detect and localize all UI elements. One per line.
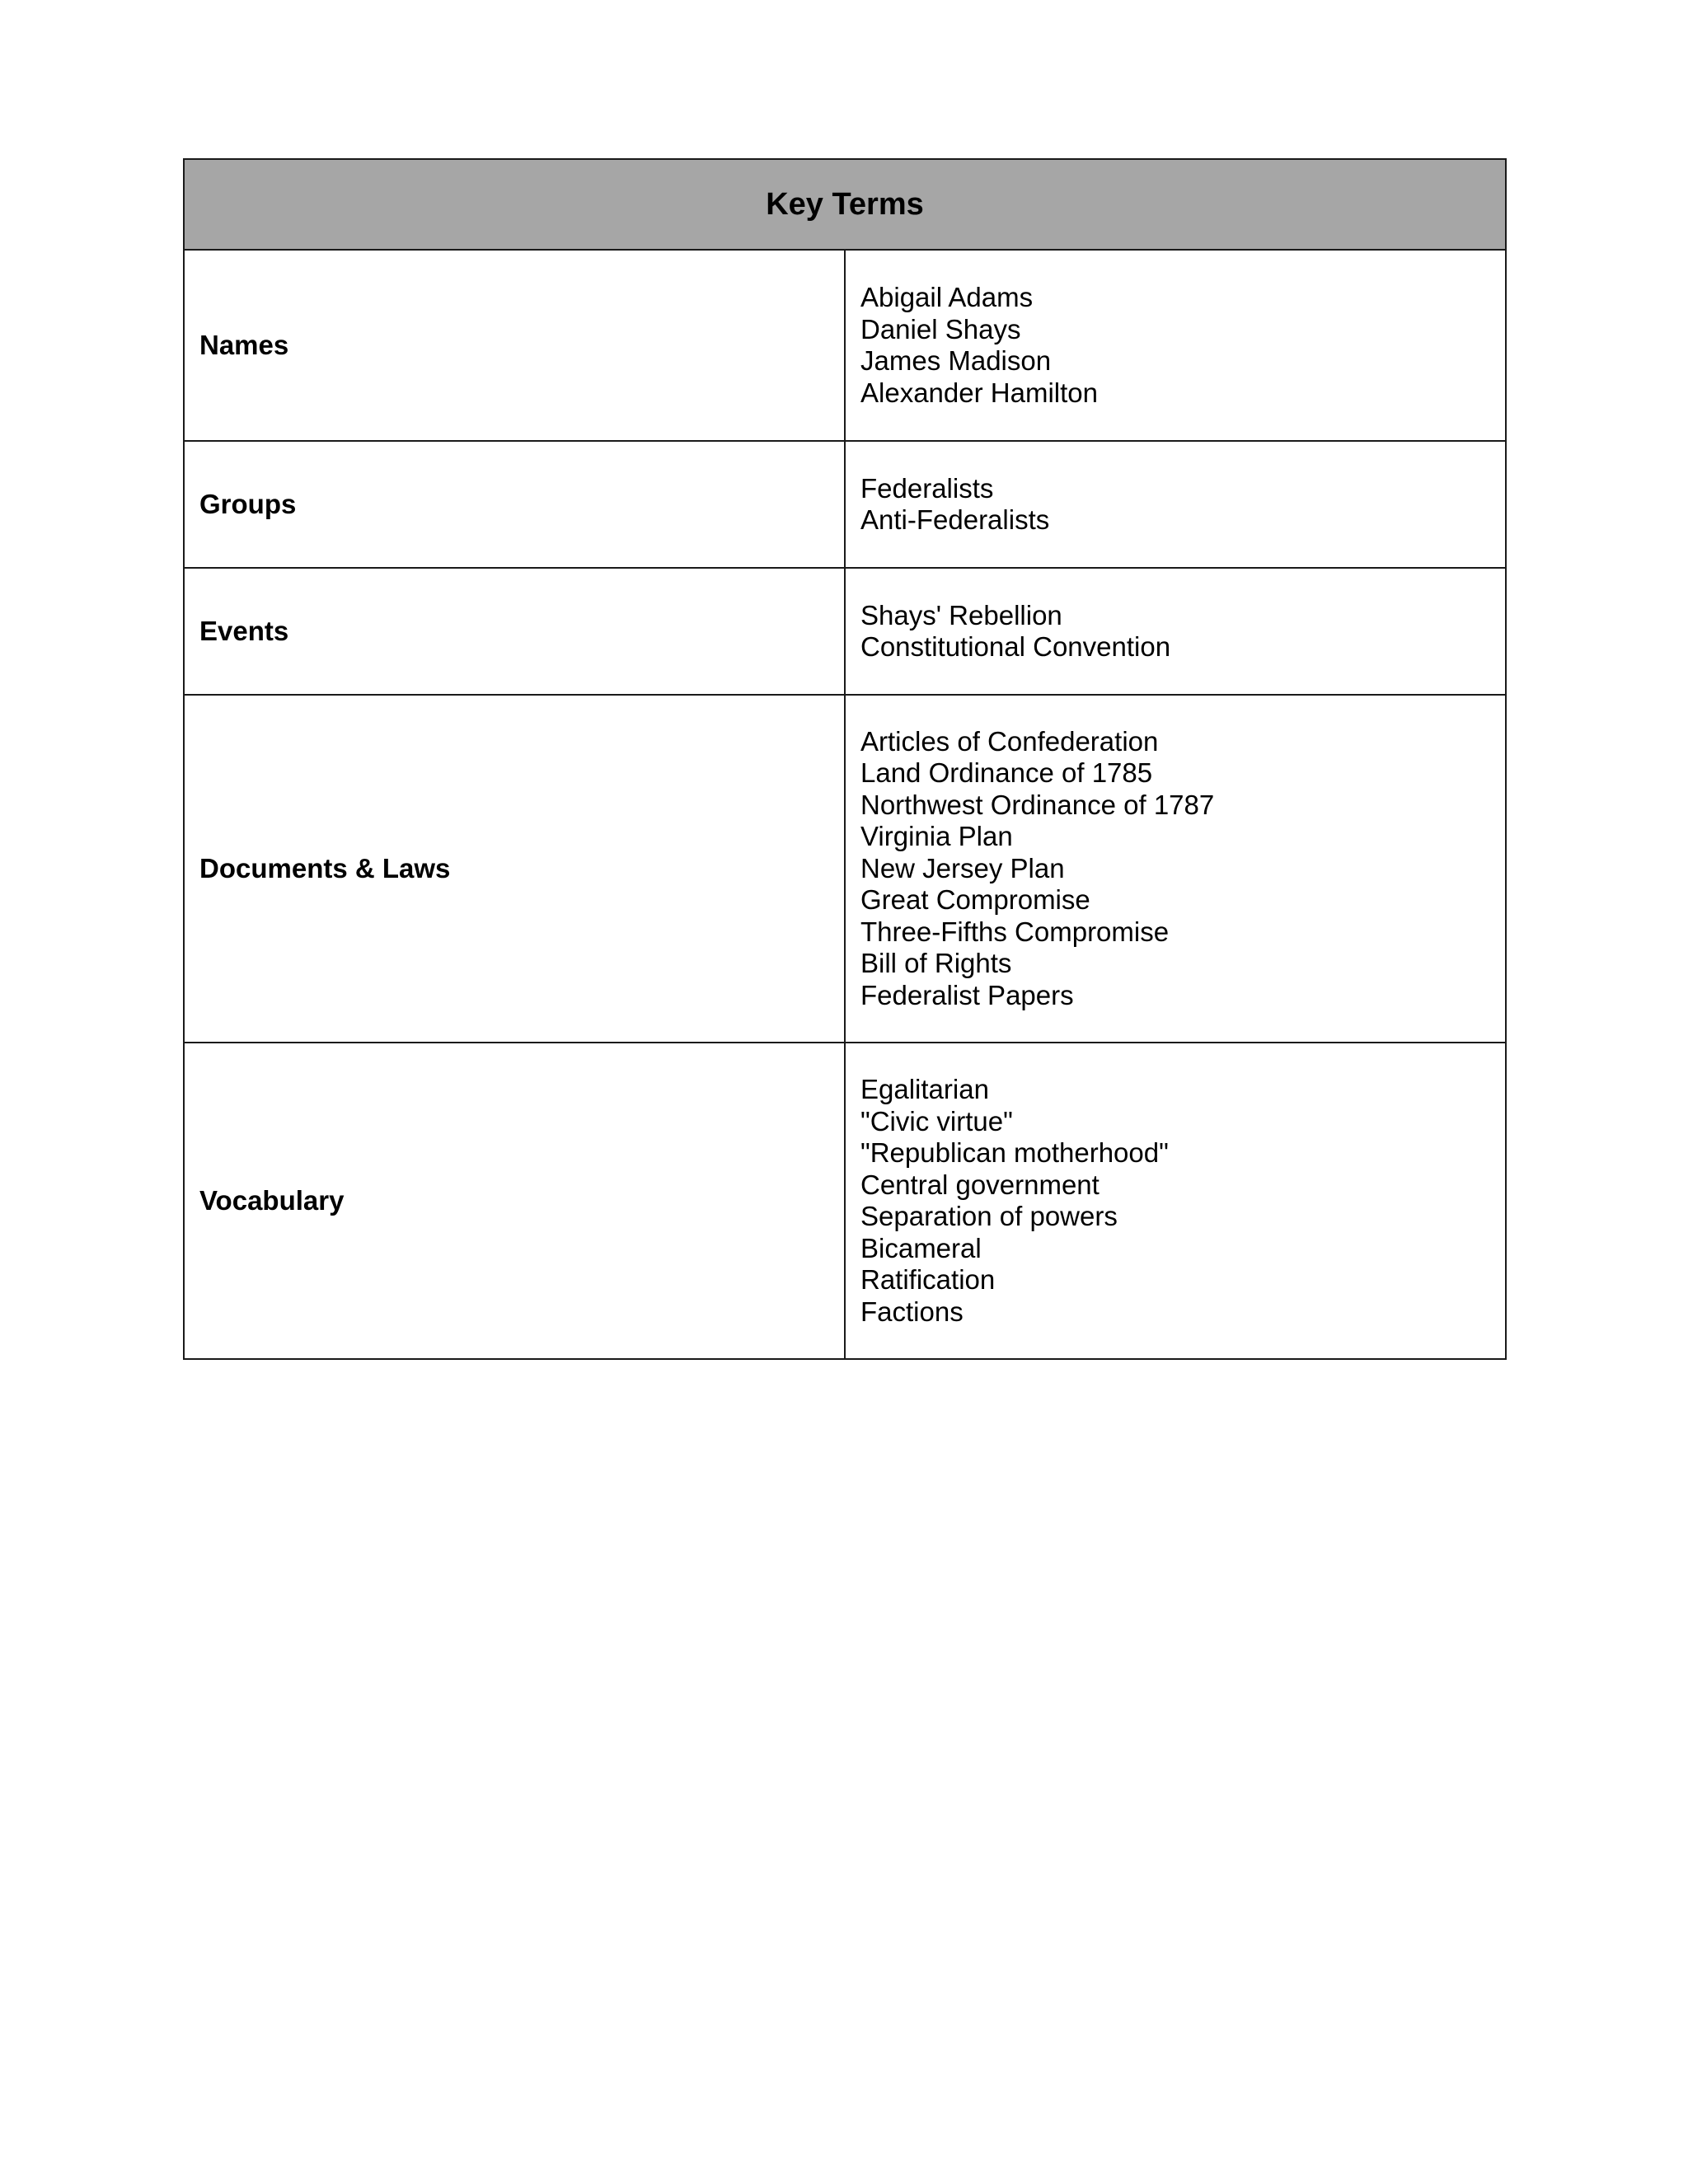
term-item: Articles of Confederation	[860, 725, 1159, 757]
term-item: James Madison	[860, 345, 1052, 376]
term-item: Three-Fifths Compromise	[860, 916, 1170, 947]
category-label: Groups	[184, 441, 845, 568]
term-item: Central government	[860, 1169, 1100, 1200]
term-item: Virginia Plan	[860, 821, 1013, 852]
term-item: Alexander Hamilton	[860, 377, 1098, 408]
term-item: Great Compromise	[860, 884, 1090, 916]
term-item: Federalists	[860, 472, 994, 504]
term-item: Abigail Adams	[860, 282, 1034, 312]
term-item: Federalist Papers	[860, 979, 1074, 1010]
term-list	[860, 473, 1505, 537]
term-list	[860, 726, 1505, 1012]
term-item: Shays' Rebellion	[860, 599, 1062, 630]
term-item: Ratification	[860, 1264, 996, 1295]
category-label: Documents & Laws	[184, 695, 845, 1043]
term-item: Bicameral	[860, 1232, 982, 1263]
term-item: Separation of powers	[860, 1201, 1118, 1231]
category-label: Names	[184, 250, 845, 441]
table-row-groups	[184, 441, 1506, 568]
term-list-cell	[845, 441, 1506, 568]
table-title: Key Terms	[184, 159, 1506, 250]
table-row-names	[184, 250, 1506, 441]
term-item: "Civic virtue"	[860, 1105, 1013, 1137]
term-list-cell	[845, 695, 1506, 1043]
term-item: Bill of Rights	[860, 948, 1012, 979]
term-item: "Republican motherhood"	[860, 1137, 1169, 1168]
category-label: Events	[184, 568, 845, 695]
term-item: Northwest Ordinance of 1787	[860, 789, 1215, 820]
table-row-documents-laws	[184, 695, 1506, 1043]
term-list	[860, 600, 1505, 663]
category-label: Vocabulary	[184, 1043, 845, 1359]
term-list	[860, 1074, 1505, 1328]
key-terms-table	[183, 158, 1507, 1360]
term-list-cell	[845, 1043, 1506, 1359]
table-row-events	[184, 568, 1506, 695]
term-item: Land Ordinance of 1785	[860, 757, 1153, 789]
term-item: Egalitarian	[860, 1074, 989, 1104]
term-item: Constitutional Convention	[860, 631, 1171, 662]
term-item: New Jersey Plan	[860, 852, 1065, 883]
term-item: Anti-Federalists	[860, 504, 1050, 535]
table-row-vocabulary	[184, 1043, 1506, 1359]
table-header-row	[184, 159, 1506, 250]
term-list	[860, 282, 1505, 409]
term-list-cell	[845, 250, 1506, 441]
term-list-cell	[845, 568, 1506, 695]
term-item: Factions	[860, 1296, 964, 1327]
term-item: Daniel Shays	[860, 313, 1021, 344]
